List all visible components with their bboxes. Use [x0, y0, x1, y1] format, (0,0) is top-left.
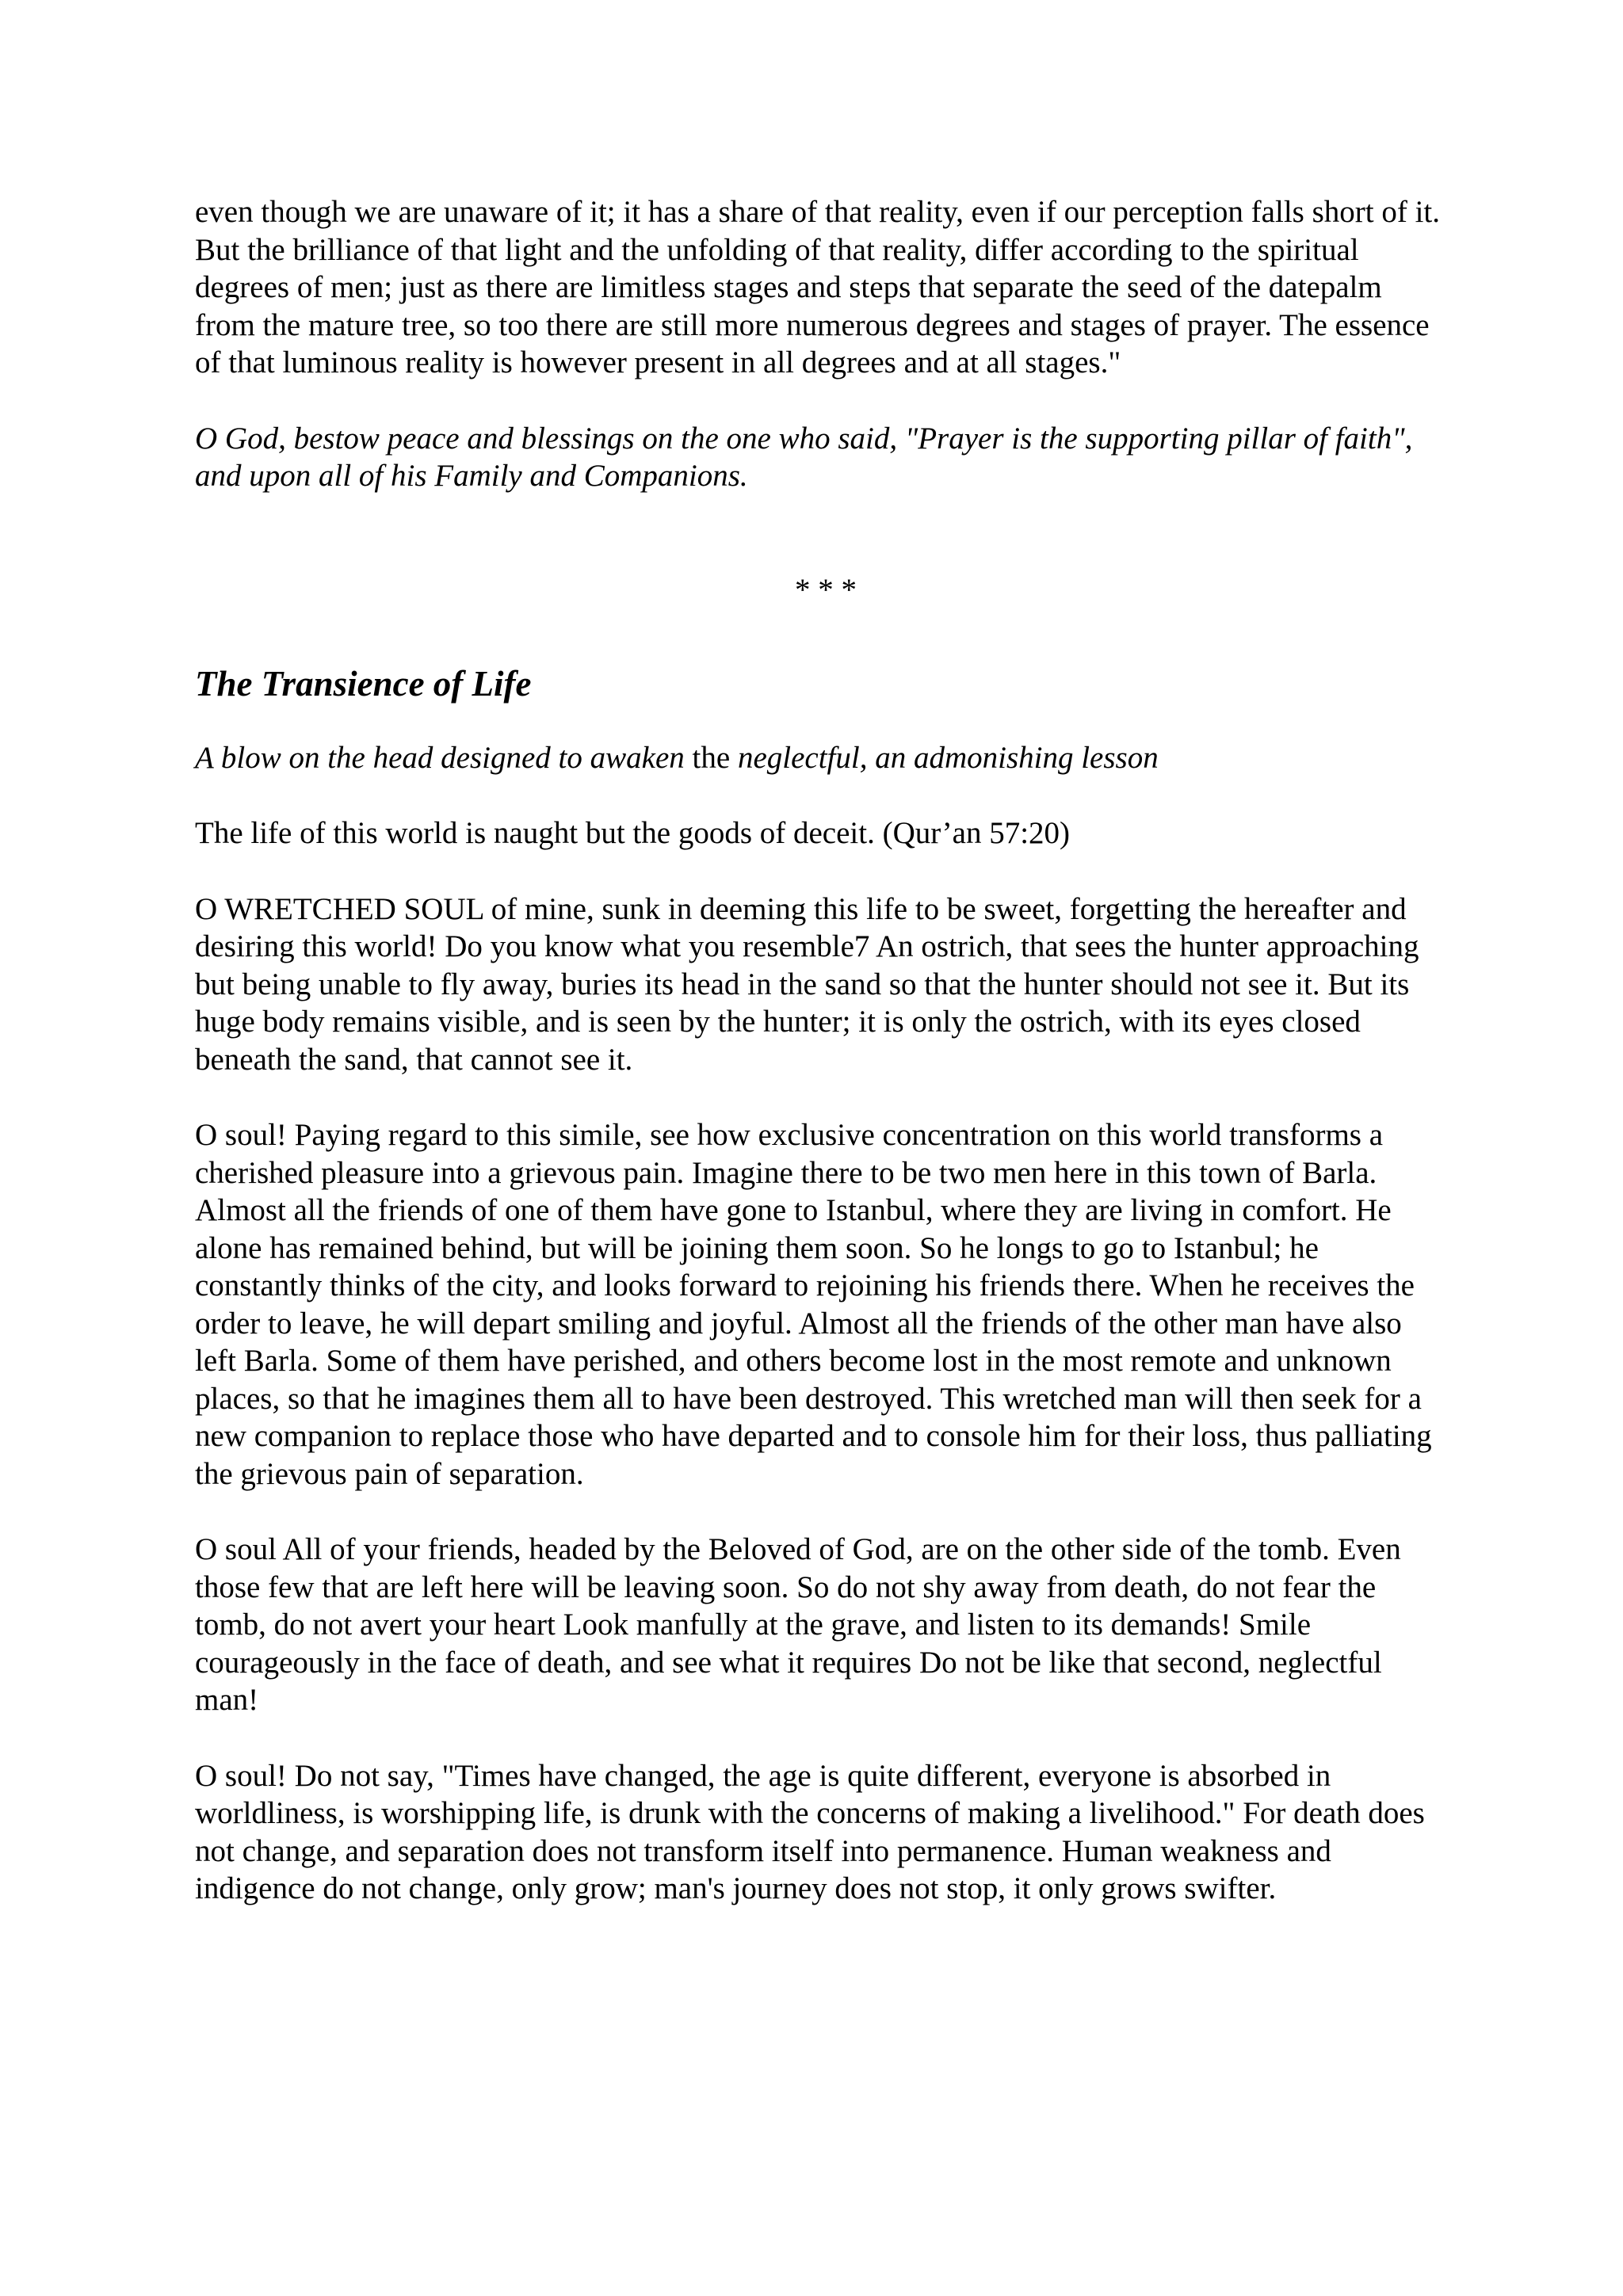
body-paragraph: O soul! Do not say, "Times have changed, the age is quite different, everyone is absorbed in worldliness, is worshipping life, is drunk with the concerns of making a livelihood." For death does not change, and separation does not transform itself into permanence. Human weakness and indigence do not change, only grow; man's journey does not stop, it only grows swifter.	[195, 1758, 1425, 1905]
subtitle-part-1: A blow on the head designed to awaken	[195, 740, 685, 775]
epigraph: The life of this world is naught but the goods of deceit. (Qur’an 57:20)	[195, 816, 1071, 850]
subtitle-part-3: neglectful, an admonishing lesson	[737, 740, 1159, 775]
benediction-paragraph: O God, bestow peace and blessings on the one who said, "Prayer is the supporting pillar of faith", and upon all of his Family and Companions.	[195, 421, 1413, 493]
section-title: The Transience of Life	[195, 663, 532, 704]
body-paragraph: O soul All of your friends, headed by the Beloved of God, are on the other side of the tomb. Even those few that are left here will be leaving soon. So do not shy away from death, do not fear the tomb, do not avert your heart Look manfully at the grave, and listen to its demands! Smile courageously in the face of death, and see what it requires Do not be like that second, neglectful man!	[195, 1532, 1401, 1717]
subtitle-part-2: the	[684, 740, 738, 775]
continuation-paragraph: even though we are unaware of it; it has a share of that reality, even if our perception falls short of it. But the brilliance of that light and the unfolding of that reality, differ according to the spiritual degrees of men; just as there are limitless stages and steps that separate the seed of the datepalm from the mature tree, so too there are still more numerous degrees and stages of prayer. The essence of that luminous reality is however present in all degrees and at all stages."	[195, 195, 1440, 379]
document-page	[195, 193, 1447, 1946]
section-separator	[195, 571, 1447, 619]
separator-stars: * * *	[795, 572, 857, 607]
body-paragraph: O WRETCHED SOUL of mine, sunk in deeming this life to be sweet, forgetting the hereafter and desiring this world! Do you know what you resemble7 An ostrich, that sees the hunter approaching but being unable to fly away, buries its head in the sand so that the hunter should not see it. But its huge body remains visible, and is seen by the hunter; it is only the ostrich, with its eyes closed beneath the sand, that cannot see it.	[195, 891, 1419, 1077]
section-subtitle	[195, 739, 1447, 777]
body-paragraph: O soul! Paying regard to this simile, see how exclusive concentration on this world transforms a cherished pleasure into a grievous pain. Imagine there to be two men here in this town of Barla. Almost all the friends of one of them have gone to Istanbul, where they are living in comfort. He alone has remained behind, but will be joining them soon. So he longs to go to Istanbul; he constantly thinks of the city, and looks forward to rejoining his friends there. When he receives the order to leave, he will depart smiling and joyful. Almost all the friends of the other man have also left Barla. Some of them have perished, and others become lost in the most remote and unknown places, so that he imagines them all to have been destroyed. This wretched man will then seek for a new companion to replace those who have departed and to console him for their loss, thus palliating the grievous pain of separation.	[195, 1118, 1432, 1491]
